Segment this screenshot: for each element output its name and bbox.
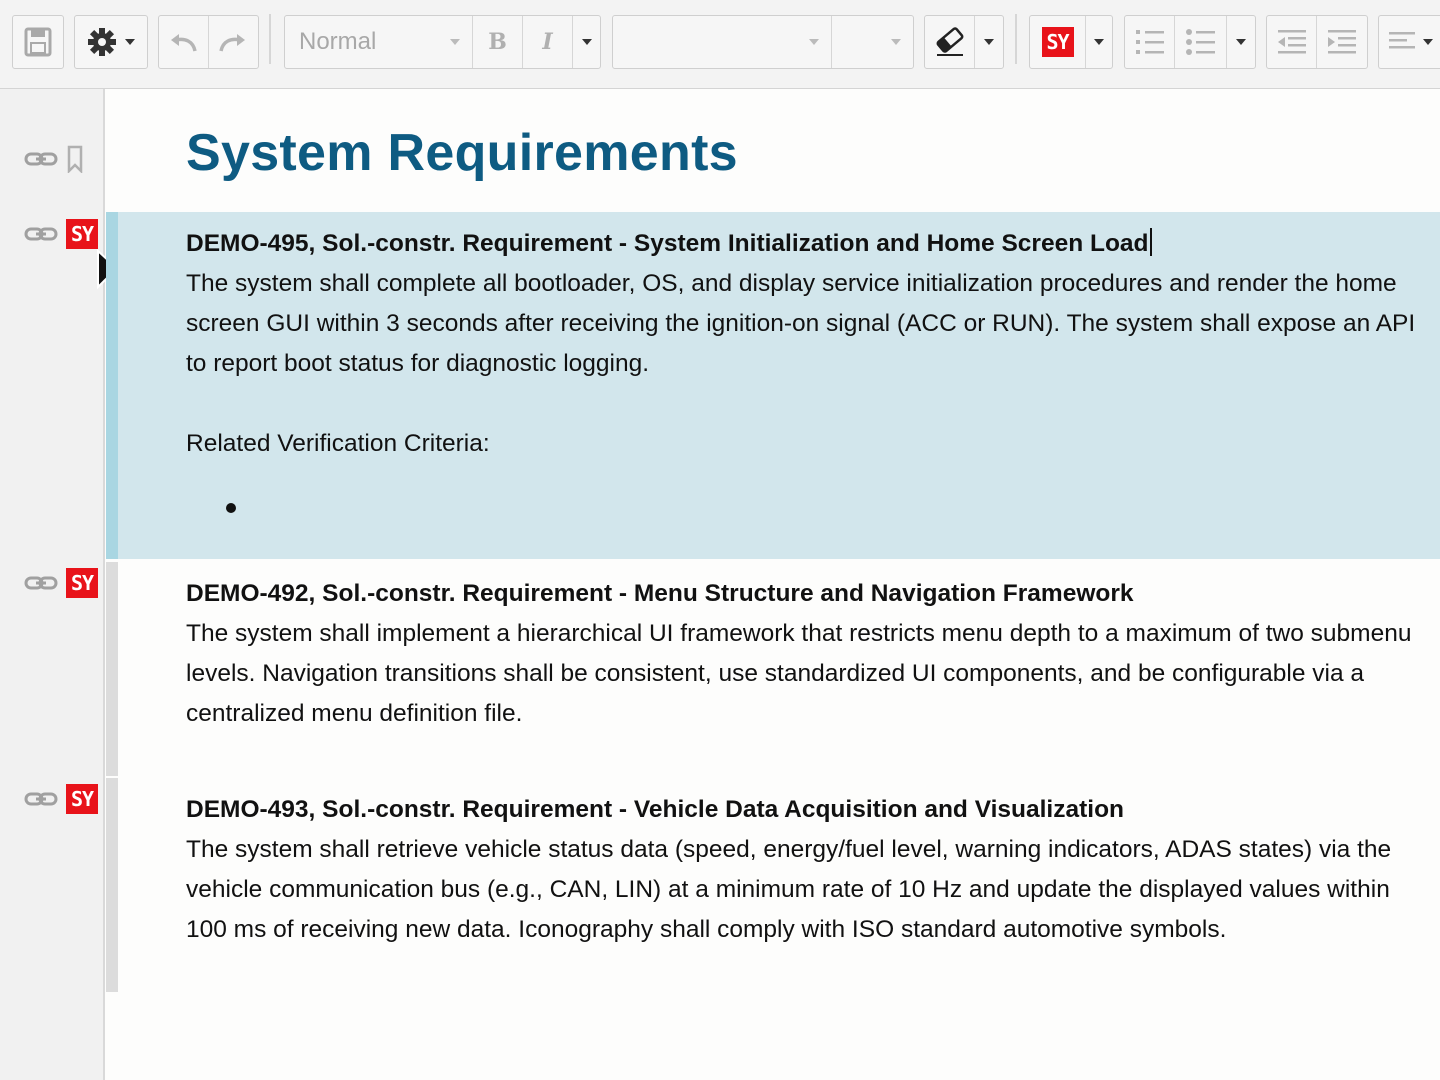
- requirement-heading: [186, 224, 1416, 264]
- sy-badge-icon: SY: [1042, 27, 1074, 57]
- align-left-icon: [1389, 30, 1417, 54]
- gutter-row-demo-492: [24, 568, 98, 598]
- clear-format-group: [924, 15, 1004, 69]
- requirement-content: [186, 224, 1416, 464]
- bulleted-list-icon: [1185, 27, 1217, 57]
- requirement-content: [186, 574, 1416, 734]
- link-icon[interactable]: [24, 151, 58, 167]
- format-group: [284, 15, 601, 69]
- numbered-list-icon: [1134, 27, 1166, 57]
- outdent-button[interactable]: [1267, 16, 1317, 68]
- italic-label: I: [542, 29, 553, 55]
- list-group: [1124, 15, 1256, 69]
- gutter-row-demo-495: [24, 219, 98, 249]
- bold-label: B: [488, 29, 507, 55]
- numbered-list-button[interactable]: [1125, 16, 1175, 68]
- save-icon: [24, 27, 52, 57]
- toolbar-divider: [1015, 14, 1017, 64]
- link-icon[interactable]: [24, 791, 58, 807]
- indent-icon: [1326, 27, 1358, 57]
- requirement-description: The system shall complete all bootloader, OS, and display service initialization procedures and render the home screen GUI within 3 seconds after receiving the ignition-on signal (ACC or RUN). The system shall expose an API to report boot status for diagnostic logging.: [186, 270, 1416, 377]
- chevron-down-icon: [125, 39, 135, 45]
- indent-button[interactable]: [1317, 16, 1367, 68]
- chevron-down-icon: [450, 39, 460, 45]
- verification-criteria-label: Related Verification Criteria:: [186, 430, 490, 457]
- requirement-description: The system shall retrieve vehicle status data (speed, energy/fuel level, warning indicators, ADAS states) via the vehicle communication bus (e.g., CAN, LIN) at a minimum rate of 10 Hz and update the displayed values within 100 ms of receiving new data. Iconography shall comply with ISO standard automotive symbols.: [186, 836, 1392, 943]
- undo-icon: [168, 31, 198, 53]
- history-group: [158, 15, 259, 69]
- requirement-heading: DEMO-492, Sol.-constr. Requirement - Menu Structure and Navigation Framework: [186, 580, 1134, 607]
- clear-formatting-button[interactable]: [925, 16, 975, 68]
- eraser-icon: [933, 26, 967, 58]
- chevron-down-icon: [582, 39, 592, 45]
- item-bar: [106, 562, 118, 776]
- requirement-description: The system shall implement a hierarchical UI framework that restricts menu depth to a maximum of two submenu levels. Navigation transitions shall be consistent, use standardized UI components, and be configurable via a centralized menu definition file.: [186, 620, 1412, 727]
- gear-icon: [87, 27, 117, 57]
- chevron-down-icon: [1423, 39, 1433, 45]
- align-dropdown-button[interactable]: [1379, 16, 1440, 68]
- selection-bar: [106, 212, 118, 559]
- editor-toolbar: [0, 0, 1440, 89]
- chevron-down-icon: [809, 39, 819, 45]
- align-group: [1378, 15, 1440, 69]
- undo-button[interactable]: [159, 16, 209, 68]
- sy-badge-icon[interactable]: SY: [66, 219, 98, 249]
- item-bar: [106, 778, 118, 992]
- gutter-row-demo-493: [24, 784, 98, 814]
- bold-button[interactable]: [473, 16, 523, 68]
- sy-insert-dropdown[interactable]: [1086, 16, 1112, 68]
- chevron-down-icon: [1236, 39, 1246, 45]
- text-caret: [1150, 228, 1152, 256]
- gutter-title-row: [24, 145, 84, 173]
- sy-badge-icon[interactable]: SY: [66, 568, 98, 598]
- requirement-block-demo-495[interactable]: [106, 212, 1440, 559]
- sy-insert-group: [1029, 15, 1113, 69]
- page-title: System Requirements: [186, 124, 738, 182]
- chevron-down-icon: [891, 39, 901, 45]
- redo-button[interactable]: [209, 16, 259, 68]
- requirement-content: [186, 790, 1416, 950]
- clear-format-dropdown[interactable]: [975, 16, 1003, 68]
- outdent-icon: [1276, 27, 1308, 57]
- chevron-down-icon: [984, 39, 994, 45]
- font-size-select[interactable]: [832, 16, 913, 68]
- empty-bullet-item[interactable]: [226, 503, 236, 513]
- sy-badge-icon[interactable]: SY: [66, 784, 98, 814]
- left-gutter: [0, 89, 105, 1080]
- redo-icon: [218, 31, 248, 53]
- settings-dropdown-button[interactable]: [74, 15, 148, 69]
- sy-insert-button[interactable]: [1030, 16, 1086, 68]
- italic-button[interactable]: [523, 16, 573, 68]
- requirement-block-demo-493[interactable]: [106, 778, 1440, 992]
- document-editor[interactable]: [106, 89, 1440, 1080]
- requirement-block-demo-492[interactable]: [106, 562, 1440, 776]
- font-family-select[interactable]: [613, 16, 832, 68]
- requirement-heading-text: DEMO-495, Sol.-constr. Requirement - System Initialization and Home Screen Load: [186, 230, 1149, 257]
- chevron-down-icon: [1094, 39, 1104, 45]
- indent-group: [1266, 15, 1368, 69]
- list-dropdown[interactable]: [1227, 16, 1255, 68]
- bulleted-list-button[interactable]: [1175, 16, 1227, 68]
- toolbar-divider: [269, 14, 271, 64]
- font-group: [612, 15, 914, 69]
- save-button[interactable]: [12, 15, 64, 69]
- requirement-heading: DEMO-493, Sol.-constr. Requirement - Vehicle Data Acquisition and Visualization: [186, 796, 1125, 823]
- paragraph-style-label: Normal: [299, 28, 377, 55]
- link-icon[interactable]: [24, 226, 58, 242]
- link-icon[interactable]: [24, 575, 58, 591]
- more-format-dropdown[interactable]: [573, 16, 600, 68]
- paragraph-style-select[interactable]: [285, 16, 473, 68]
- bookmark-icon[interactable]: [66, 145, 84, 173]
